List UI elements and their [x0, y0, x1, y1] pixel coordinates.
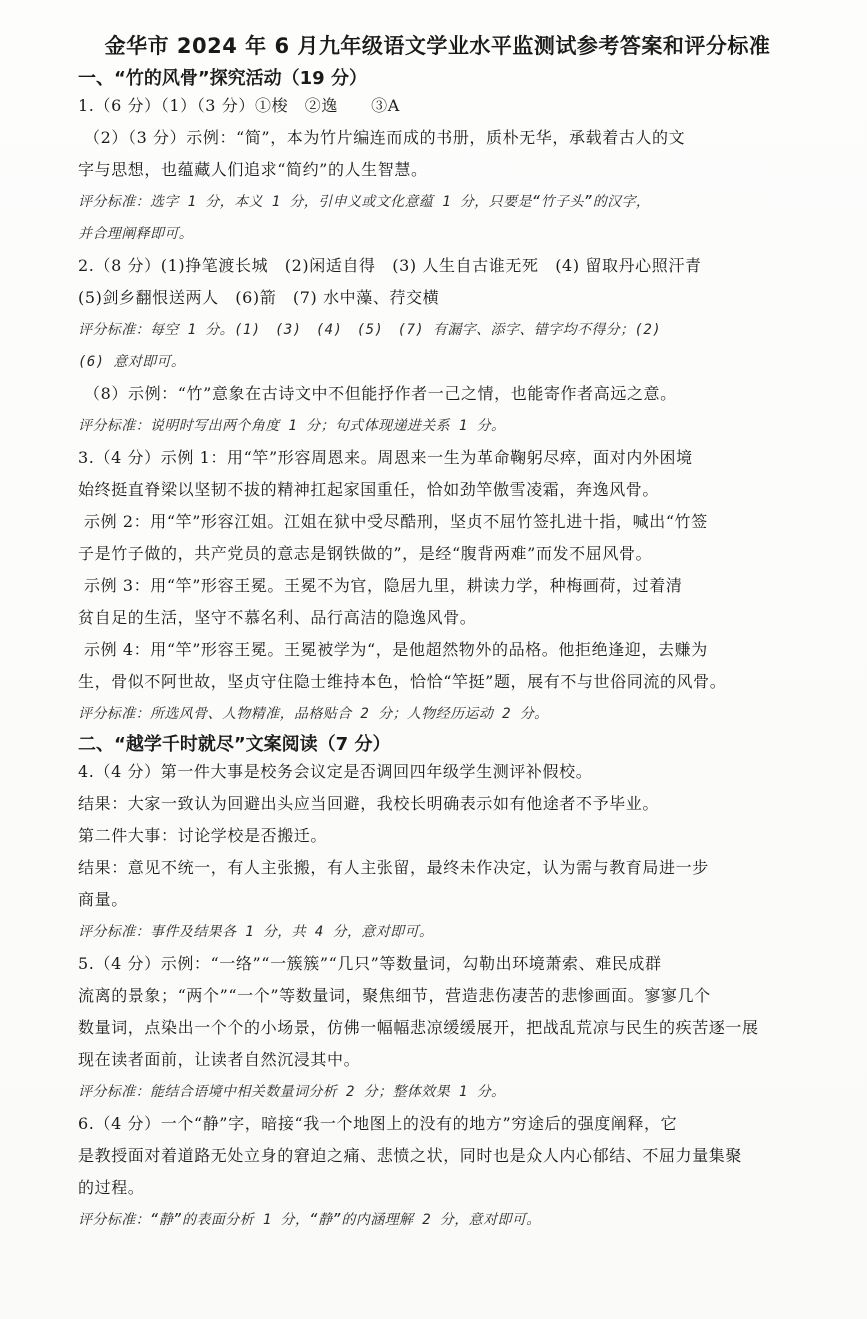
q5-line-3: 数量词，点染出一个个的小场景，仿佛一幅幅悲凉缓缓展开，把战乱荒凉与民生的疾苦逐一展 — [78, 1018, 759, 1037]
q6-line-1: 6.（4 分）一个“静”字，暗接“我一个地图上的没有的地方”穷途后的强度阐释，它 — [78, 1114, 678, 1133]
q2-part8-rubric: 评分标准：说明时写出两个角度 1 分；句式体现递进关系 1 分。 — [78, 418, 506, 434]
q4-result-2-line-2: 商量。 — [78, 890, 128, 909]
q2-line-2: (5)剑乡翻恨送两人 (6)箭 (7) 水中藻、荇交横 — [78, 288, 440, 307]
q6-rubric: 评分标准：“静”的表面分析 1 分，“静”的内涵理解 2 分，意对即可。 — [78, 1212, 541, 1228]
q3-example4-line-2: 生，骨似不阿世故，坚贞守住隐士维持本色，恰恰“竿挺”题，展有不与世俗同流的风骨。 — [78, 672, 727, 691]
q5-rubric: 评分标准：能结合语境中相关数量词分析 2 分；整体效果 1 分。 — [78, 1084, 506, 1100]
q3-example3-line-2: 贫自足的生活，坚守不慕名利、品行高洁的隐逸风骨。 — [78, 608, 477, 627]
q6-line-2: 是教授面对着道路无处立身的窘迫之痛、悲愤之状，同时也是众人内心郁结、不屈力量集聚 — [78, 1146, 743, 1165]
q5-line-4: 现在读者面前，让读者自然沉浸其中。 — [78, 1050, 361, 1069]
q6-line-3: 的过程。 — [78, 1178, 145, 1197]
q4-event-2: 第二件大事：讨论学校是否搬迁。 — [78, 826, 328, 845]
q1-part2-line-1: （2）（3 分）示例：“简”，本为竹片编连而成的书册，质朴无华，承载着古人的文 — [84, 128, 686, 147]
q4-rubric: 评分标准：事件及结果各 1 分，共 4 分，意对即可。 — [78, 924, 434, 940]
q3-rubric: 评分标准：所选风骨、人物精准，品格贴合 2 分；人物经历运动 2 分。 — [78, 706, 549, 722]
q2-part8: （8）示例：“竹”意象在古诗文中不但能抒作者一己之情，也能寄作者高远之意。 — [84, 384, 677, 403]
q3-example2-line-1: 示例 2：用“竿”形容江姐。江姐在狱中受尽酷刑，坚贞不屈竹签扎进十指，喊出“竹签 — [84, 512, 708, 531]
q1-line-1: 1.（6 分）（1）（3 分）①梭 ②逸 ③A — [78, 96, 400, 115]
q1-rubric-line-2: 并合理阐释即可。 — [78, 226, 194, 242]
q2-line-1: 2.（8 分）(1)挣笔渡长城 (2)闲适自得 (3) 人生自古谁无死 (4) 留取丹心照汗青 — [78, 256, 702, 275]
section-2 — [78, 730, 797, 1236]
q3-example4-line-1: 示例 4：用“竿”形容王冕。王冕被学为“，是他超然物外的品格。他拒绝逢迎，去赚为 — [84, 640, 708, 659]
q4-result-1: 结果：大家一致认为回避出头应当回避，我校长明确表示如有他途者不予毕业。 — [78, 794, 660, 813]
q5-line-1: 5.（4 分）示例：“一络”“一簇簇”“几只”等数量词，勾勒出环境萧索、难民成群 — [78, 954, 662, 973]
q2-rubric-line-2: (6) 意对即可。 — [78, 354, 186, 370]
section-1 — [78, 64, 797, 730]
q4-result-2-line-1: 结果：意见不统一，有人主张搬，有人主张留，最终未作决定，认为需与教育局进一步 — [78, 858, 709, 877]
q5-line-2: 流离的景象；“两个”“一个”等数量词，聚焦细节，营造悲伤凄苦的悲惨画面。寥寥几个 — [78, 986, 711, 1005]
q3-line-1: 3.（4 分）示例 1：用“竿”形容周恩来。周恩来一生为革命鞠躬尽瘁，面对内外困境 — [78, 448, 693, 467]
section-2-heading: 二、“越学千时就尽”文案阅读（7 分） — [78, 734, 391, 755]
q2-rubric-line-1: 评分标准：每空 1 分。(1) (3) (4) (5) (7) 有漏字、添字、错字均不得分；(2) — [78, 322, 662, 338]
q3-example3-line-1: 示例 3：用“竿”形容王冕。王冕不为官，隐居九里，耕读力学，种梅画荷，过着清 — [84, 576, 683, 595]
q1-rubric-line-1: 评分标准：选字 1 分，本义 1 分，引申义或文化意蕴 1 分，只要是“竹子头”的汉字， — [78, 194, 651, 210]
q3-example2-line-2: 子是竹子做的，共产党员的意志是钢铁做的”，是经“腹背两难”而发不屈风骨。 — [78, 544, 653, 563]
q1-part2-line-2: 字与思想，也蕴藏人们追求“简约”的人生智慧。 — [78, 160, 428, 179]
section-1-heading: 一、“竹的风骨”探究活动（19 分） — [78, 68, 367, 89]
document-title: 金华市 2024 年 6 月九年级语文学业水平监测试参考答案和评分标准 — [104, 34, 771, 58]
q4-line-1: 4.（4 分）第一件大事是校务会议定是否调回四年级学生测评补假校。 — [78, 762, 593, 781]
q3-line-2: 始终挺直脊梁以坚韧不拔的精神扛起家国重任，恰如劲竿傲雪凌霜，奔逸风骨。 — [78, 480, 660, 499]
